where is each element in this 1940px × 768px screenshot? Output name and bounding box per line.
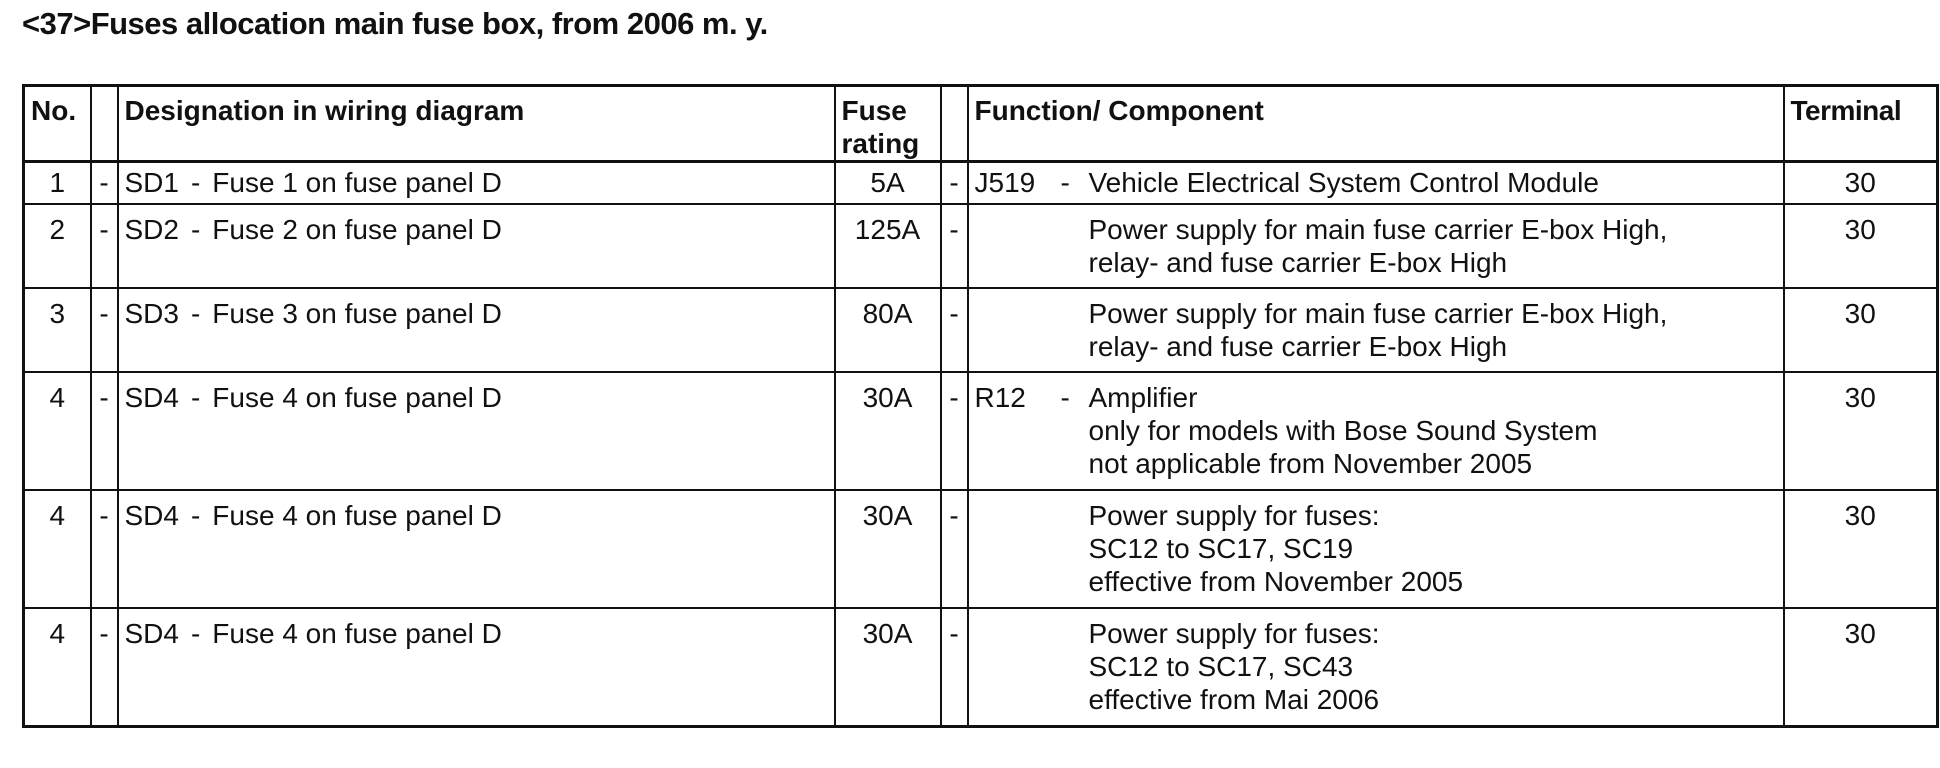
function-line: effective from November 2005 bbox=[1088, 566, 1464, 597]
table-row bbox=[24, 608, 1938, 727]
table-row bbox=[24, 490, 1938, 608]
row-function bbox=[968, 608, 1784, 727]
page-title: <37>Fuses allocation main fuse box, from 2006 m. y. bbox=[22, 6, 768, 41]
fuse-allocation-table bbox=[22, 84, 1939, 728]
designation-text: Fuse 3 on fuse panel D bbox=[212, 298, 502, 329]
row-terminal: 30 bbox=[1784, 490, 1938, 608]
row-dash: - bbox=[941, 204, 968, 288]
row-dash: - bbox=[91, 162, 118, 205]
table-row bbox=[24, 204, 1938, 288]
function-line: SC12 to SC17, SC19 bbox=[1088, 533, 1354, 564]
designation-text: Fuse 2 on fuse panel D bbox=[212, 214, 502, 245]
designation-code: SD2 bbox=[124, 214, 179, 245]
header-terminal: Terminal bbox=[1784, 86, 1938, 162]
function-line: Power supply for main fuse carrier E-box High, bbox=[1088, 298, 1668, 329]
designation-separator: - bbox=[190, 298, 201, 329]
row-terminal: 30 bbox=[1784, 372, 1938, 490]
function-line: Amplifier bbox=[1088, 382, 1198, 413]
row-fuse-rating: 80A bbox=[835, 288, 941, 372]
designation-code: SD4 bbox=[124, 382, 179, 413]
row-designation bbox=[118, 372, 835, 490]
row-function bbox=[968, 490, 1784, 608]
header-fuse-rating-line1: Fuse bbox=[841, 95, 907, 126]
header-fuse-rating bbox=[835, 86, 941, 162]
function-lines bbox=[1089, 617, 1380, 716]
row-no: 1 bbox=[24, 162, 91, 205]
table-row bbox=[24, 372, 1938, 490]
component-code: R12 bbox=[974, 382, 1026, 413]
function-line: effective from Mai 2006 bbox=[1088, 684, 1380, 715]
function-line: Vehicle Electrical System Control Module bbox=[1088, 167, 1599, 198]
row-dash: - bbox=[941, 372, 968, 490]
row-fuse-rating: 30A bbox=[835, 372, 941, 490]
row-terminal: 30 bbox=[1784, 204, 1938, 288]
designation-separator: - bbox=[190, 500, 201, 531]
row-no: 3 bbox=[24, 288, 91, 372]
component-code: J519 bbox=[974, 167, 1036, 198]
function-lines bbox=[1089, 499, 1464, 598]
designation-code: SD3 bbox=[124, 298, 179, 329]
row-function bbox=[968, 372, 1784, 490]
header-designation: Designation in wiring diagram bbox=[118, 86, 835, 162]
row-no: 4 bbox=[24, 608, 91, 727]
designation-separator: - bbox=[190, 382, 201, 413]
row-terminal: 30 bbox=[1784, 288, 1938, 372]
row-fuse-rating: 30A bbox=[835, 608, 941, 727]
header-spacer bbox=[91, 86, 118, 162]
row-no: 4 bbox=[24, 490, 91, 608]
table-row bbox=[24, 288, 1938, 372]
function-lines bbox=[1089, 166, 1599, 199]
function-line: relay- and fuse carrier E-box High bbox=[1088, 247, 1508, 278]
row-fuse-rating: 5A bbox=[835, 162, 941, 205]
row-dash: - bbox=[941, 162, 968, 205]
row-designation bbox=[118, 490, 835, 608]
row-designation bbox=[118, 162, 835, 205]
row-dash: - bbox=[941, 288, 968, 372]
table-header-row bbox=[24, 86, 1938, 162]
function-line: relay- and fuse carrier E-box High bbox=[1088, 331, 1508, 362]
function-line: only for models with Bose Sound System bbox=[1088, 415, 1598, 446]
row-dash: - bbox=[941, 490, 968, 608]
row-fuse-rating: 125A bbox=[835, 204, 941, 288]
designation-separator: - bbox=[190, 618, 201, 649]
function-line: not applicable from November 2005 bbox=[1088, 448, 1533, 479]
row-dash: - bbox=[91, 490, 118, 608]
row-dash: - bbox=[91, 204, 118, 288]
row-dash: - bbox=[91, 288, 118, 372]
header-function: Function/ Component bbox=[968, 86, 1784, 162]
designation-text: Fuse 4 on fuse panel D bbox=[212, 500, 502, 531]
row-dash: - bbox=[91, 372, 118, 490]
function-lines bbox=[1089, 297, 1668, 363]
designation-code: SD4 bbox=[124, 500, 179, 531]
row-dash: - bbox=[91, 608, 118, 727]
function-lines bbox=[1089, 213, 1668, 279]
row-no: 2 bbox=[24, 204, 91, 288]
row-designation bbox=[118, 608, 835, 727]
function-line: Power supply for fuses: bbox=[1088, 500, 1380, 531]
row-function bbox=[968, 204, 1784, 288]
function-lines bbox=[1089, 381, 1598, 480]
designation-text: Fuse 4 on fuse panel D bbox=[212, 382, 502, 413]
row-function bbox=[968, 162, 1784, 205]
designation-text: Fuse 1 on fuse panel D bbox=[212, 167, 502, 198]
designation-separator: - bbox=[190, 214, 201, 245]
row-dash: - bbox=[941, 608, 968, 727]
header-spacer bbox=[941, 86, 968, 162]
function-line: Power supply for main fuse carrier E-box High, bbox=[1088, 214, 1668, 245]
component-separator: - bbox=[1060, 382, 1070, 413]
designation-separator: - bbox=[190, 167, 201, 198]
row-no: 4 bbox=[24, 372, 91, 490]
row-function bbox=[968, 288, 1784, 372]
designation-text: Fuse 4 on fuse panel D bbox=[212, 618, 502, 649]
function-line: Power supply for fuses: bbox=[1088, 618, 1380, 649]
header-fuse-rating-line2: rating bbox=[841, 128, 920, 159]
row-designation bbox=[118, 204, 835, 288]
component-separator: - bbox=[1060, 167, 1070, 198]
table-row bbox=[24, 162, 1938, 205]
row-terminal: 30 bbox=[1784, 608, 1938, 727]
designation-code: SD1 bbox=[124, 167, 179, 198]
header-no: No. bbox=[24, 86, 91, 162]
row-fuse-rating: 30A bbox=[835, 490, 941, 608]
row-terminal: 30 bbox=[1784, 162, 1938, 205]
row-designation bbox=[118, 288, 835, 372]
designation-code: SD4 bbox=[124, 618, 179, 649]
function-line: SC12 to SC17, SC43 bbox=[1088, 651, 1354, 682]
